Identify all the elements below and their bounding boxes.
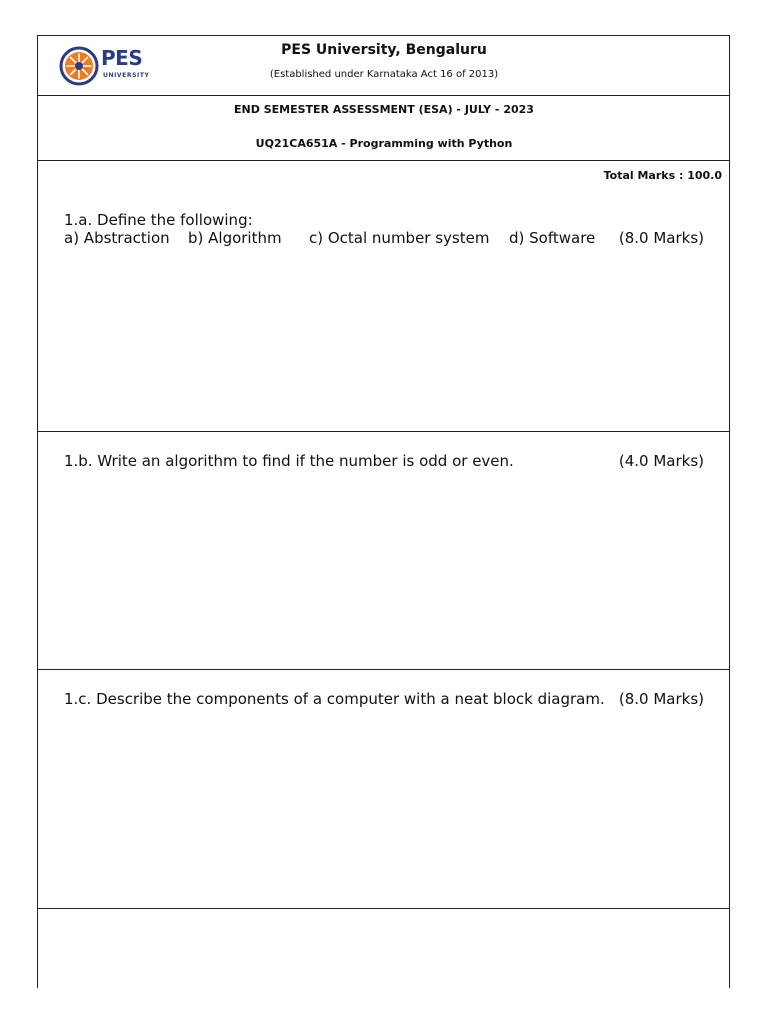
established-note: (Established under Karnataka Act 16 of 2013) xyxy=(269,69,499,80)
question-divider xyxy=(37,431,730,432)
logo-subtext: UNIVERSITY xyxy=(103,72,150,79)
question-part: a) Abstraction xyxy=(64,229,170,247)
logo-wordmark: PES xyxy=(101,46,143,70)
exam-title: END SEMESTER ASSESSMENT (ESA) - JULY - 2023 xyxy=(234,103,534,116)
question-part: c) Octal number system xyxy=(309,229,490,247)
question-divider xyxy=(37,669,730,670)
question-text: 1.b. Write an algorithm to find if the number is odd or even. xyxy=(64,452,514,470)
total-marks: Total Marks : 100.0 xyxy=(603,169,722,182)
question-part: d) Software xyxy=(509,229,596,247)
frame-top-border xyxy=(37,35,730,36)
question-divider xyxy=(37,908,730,909)
university-name: PES University, Bengaluru xyxy=(281,42,487,58)
title-divider xyxy=(37,160,730,161)
course-title: UQ21CA651A - Programming with Python xyxy=(255,137,513,150)
question-1a-title: 1.a. Define the following: xyxy=(64,211,253,229)
question-text: 1.c. Describe the components of a computer with a neat block diagram. xyxy=(64,690,605,708)
question-marks: (4.0 Marks) xyxy=(618,452,704,470)
frame-right-border xyxy=(729,35,730,988)
question-part: b) Algorithm xyxy=(188,229,282,247)
header-divider xyxy=(37,95,730,96)
question-marks: (8.0 Marks) xyxy=(618,229,704,247)
frame-left-border xyxy=(37,35,38,988)
question-marks: (8.0 Marks) xyxy=(618,690,704,708)
